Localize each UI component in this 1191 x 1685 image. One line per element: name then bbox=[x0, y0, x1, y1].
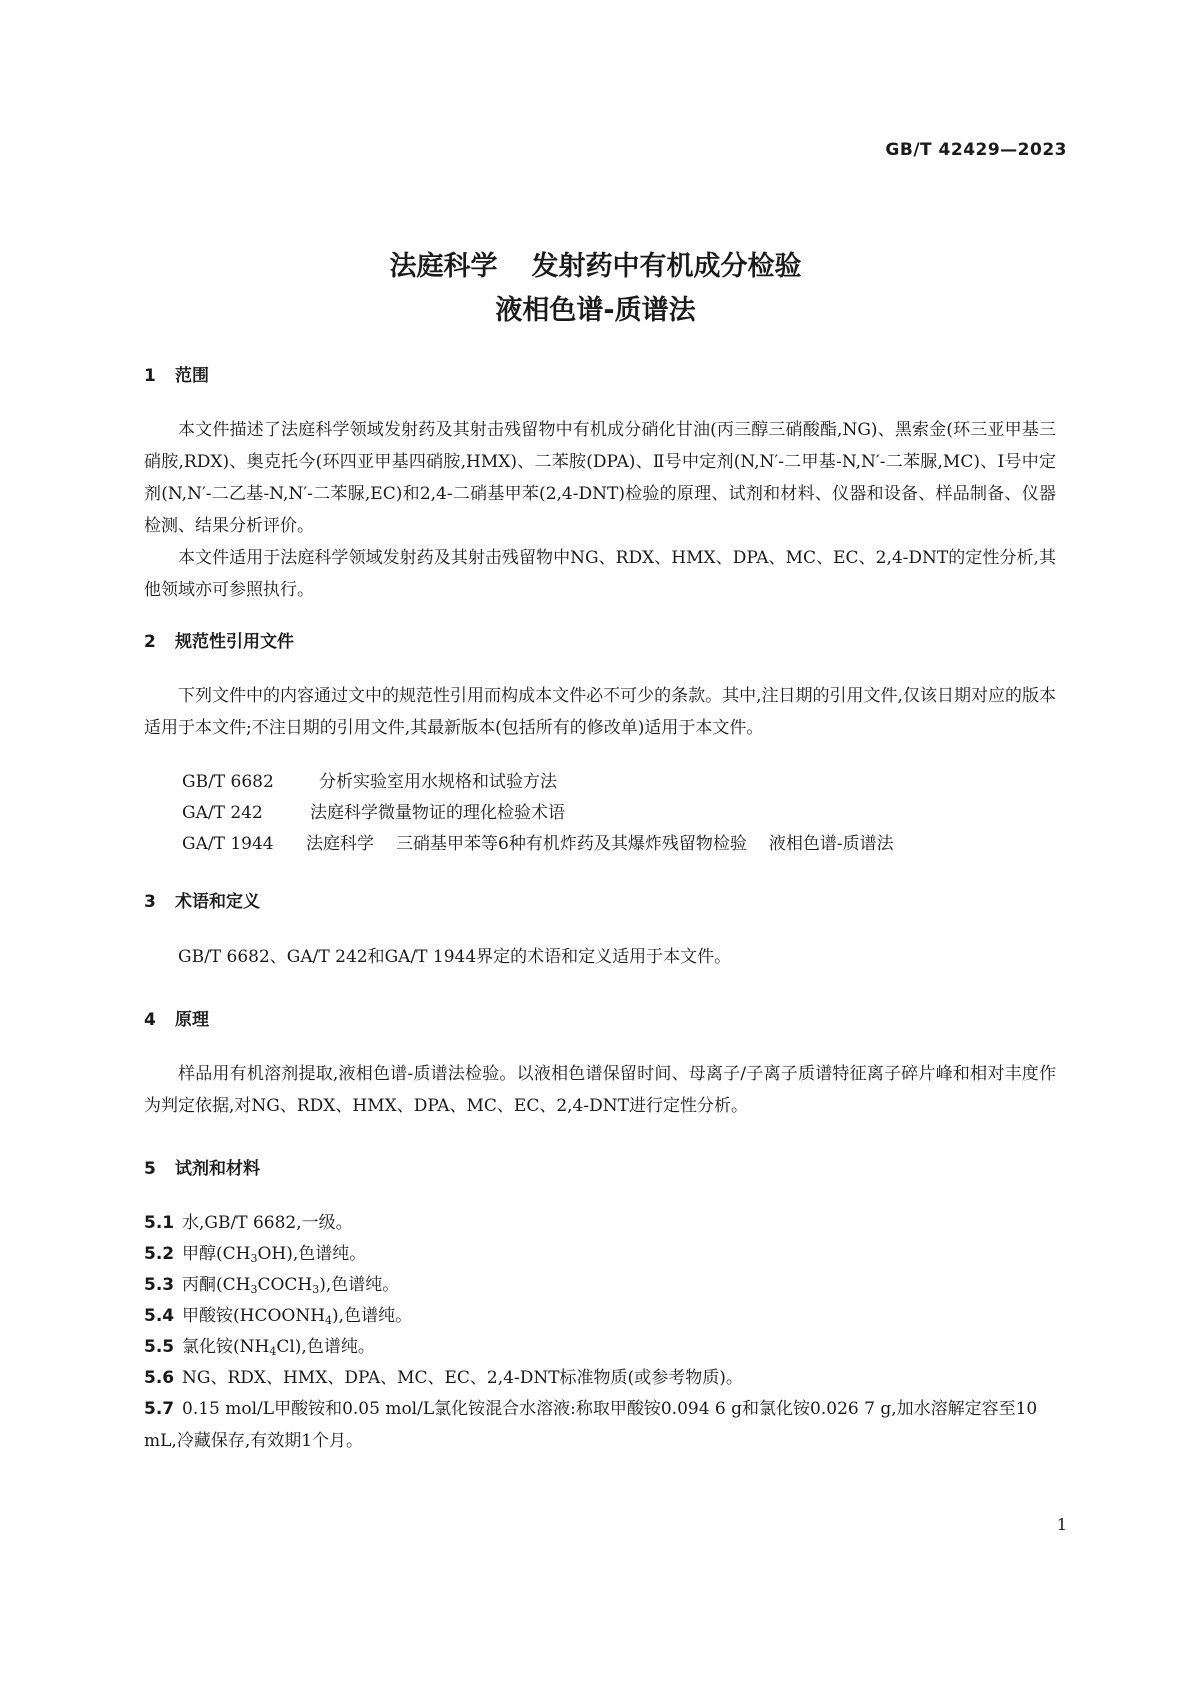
document-title-line1 bbox=[0, 244, 1191, 283]
title-subject: 发射药中有机成分检验 bbox=[531, 251, 802, 282]
reference-code: GA/T 1944 bbox=[182, 834, 274, 854]
section-number: 5 bbox=[144, 1159, 156, 1179]
item-subscript: 3 bbox=[312, 1283, 320, 1296]
section-title: 试剂和材料 bbox=[175, 1159, 260, 1179]
item-subscript: 4 bbox=[269, 1345, 277, 1358]
reference-title: 法庭科学微量物证的理化检验术语 bbox=[310, 803, 565, 823]
reagent-item bbox=[144, 1207, 1056, 1239]
item-subscript: 4 bbox=[325, 1314, 333, 1327]
terms-paragraph: GB/T 6682、GA/T 242和GA/T 1944界定的术语和定义适用于本文件。 bbox=[178, 947, 732, 967]
item-text: 水,GB/T 6682,一级。 bbox=[182, 1213, 353, 1233]
item-number: 5.1 bbox=[144, 1213, 175, 1233]
section-title: 范围 bbox=[175, 366, 209, 386]
reagent-item bbox=[144, 1238, 1056, 1270]
item-text-pre: 丙酮(CH bbox=[182, 1275, 251, 1295]
reagent-item bbox=[144, 1362, 1056, 1394]
item-text: 0.15 mol/L甲酸铵和0.05 mol/L氯化铵混合水溶液:称取甲酸铵0.094 6 g和氯化铵0.026 7 g,加水溶解定容至10 mL,冷藏保存,有效期1个月。 bbox=[144, 1399, 1038, 1451]
reference-title: 分析实验室用水规格和试验方法 bbox=[319, 772, 557, 792]
section-title: 原理 bbox=[175, 1010, 209, 1030]
reagent-item bbox=[144, 1393, 1056, 1457]
section-number: 1 bbox=[144, 366, 156, 386]
reference-item bbox=[182, 766, 557, 798]
item-text-mid: COCH bbox=[257, 1275, 313, 1295]
section-heading-reagents bbox=[144, 1154, 260, 1179]
reference-code: GB/T 6682 bbox=[182, 772, 274, 792]
item-subscript: 3 bbox=[250, 1252, 258, 1265]
item-text-pre: 甲酸铵(HCOONH bbox=[182, 1306, 326, 1326]
section-number: 3 bbox=[144, 892, 156, 912]
scope-paragraph-2: 本文件适用于法庭科学领域发射药及其射击残留物中NG、RDX、HMX、DPA、MC、EC、2,4-DNT的定性分析,其他领域亦可参照执行。 bbox=[144, 548, 1056, 600]
reference-code: GA/T 242 bbox=[182, 803, 263, 823]
document-title-line2: 液相色谱-质谱法 bbox=[495, 295, 696, 326]
item-text-pre: 甲醇(CH bbox=[182, 1244, 251, 1264]
section-title: 术语和定义 bbox=[175, 892, 260, 912]
scope-paragraph-1: 本文件描述了法庭科学领域发射药及其射击残留物中有机成分硝化甘油(丙三醇三硝酸酯,NG)、黑索金(环三亚甲基三硝胺,RDX)、奥克托今(环四亚甲基四硝胺,HMX)、二苯胺(DPA)、Ⅱ号中定剂(N,N′-二甲基-N,N′-二苯脲,MC)、Ⅰ号中定剂(N,N′-二乙基-N,N′-二苯脲,EC)和2,4-二硝基甲苯(2,4-DNT)检验的原理、试剂和材料、仪器和设备、样品制备、仪器检测、结果分析评价。 bbox=[144, 420, 1056, 536]
item-number: 5.7 bbox=[144, 1399, 175, 1419]
item-number: 5.4 bbox=[144, 1306, 175, 1326]
section-number: 2 bbox=[144, 632, 156, 652]
item-text: NG、RDX、HMX、DPA、MC、EC、2,4-DNT标准物质(或参考物质)。 bbox=[182, 1368, 743, 1388]
reference-title-part3: 液相色谱-质谱法 bbox=[768, 834, 894, 854]
item-text-post: ),色谱纯。 bbox=[319, 1275, 400, 1295]
section-heading-terms bbox=[144, 887, 260, 912]
section-title: 规范性引用文件 bbox=[175, 632, 294, 652]
item-number: 5.5 bbox=[144, 1337, 175, 1357]
item-subscript: 3 bbox=[250, 1283, 258, 1296]
reference-title: 法庭科学 bbox=[306, 834, 374, 854]
reagent-item bbox=[144, 1300, 1056, 1332]
title-field: 法庭科学 bbox=[389, 251, 498, 282]
item-text-post: ),色谱纯。 bbox=[332, 1306, 413, 1326]
item-number: 5.6 bbox=[144, 1368, 175, 1388]
item-text-post: OH),色谱纯。 bbox=[257, 1244, 367, 1264]
reference-item bbox=[182, 828, 894, 860]
reference-title-part2: 三硝基甲苯等6种有机炸药及其爆炸残留物检验 bbox=[396, 834, 747, 854]
principle-paragraph: 样品用有机溶剂提取,液相色谱-质谱法检验。以液相色谱保留时间、母离子/子离子质谱特征离子碎片峰和相对丰度作为判定依据,对NG、RDX、HMX、DPA、MC、EC、2,4-DNT进行定性分析。 bbox=[144, 1064, 1056, 1116]
reagent-item bbox=[144, 1269, 1056, 1301]
item-text-post: Cl),色谱纯。 bbox=[276, 1337, 375, 1357]
section-heading-scope bbox=[144, 361, 209, 386]
references-paragraph: 下列文件中的内容通过文中的规范性引用而构成本文件必不可少的条款。其中,注日期的引用文件,仅该日期对应的版本适用于本文件;不注日期的引用文件,其最新版本(包括所有的修改单)适用于本文件。 bbox=[144, 686, 1056, 738]
item-text-pre: 氯化铵(NH bbox=[182, 1337, 270, 1357]
section-number: 4 bbox=[144, 1010, 156, 1030]
page-number: 1 bbox=[1056, 1515, 1067, 1534]
standard-code: GB/T 42429—2023 bbox=[885, 140, 1067, 160]
item-number: 5.3 bbox=[144, 1275, 175, 1295]
section-heading-normative-references bbox=[144, 627, 294, 652]
item-number: 5.2 bbox=[144, 1244, 175, 1264]
section-heading-principle bbox=[144, 1005, 209, 1030]
reference-item bbox=[182, 797, 565, 829]
reagent-item bbox=[144, 1331, 1056, 1363]
